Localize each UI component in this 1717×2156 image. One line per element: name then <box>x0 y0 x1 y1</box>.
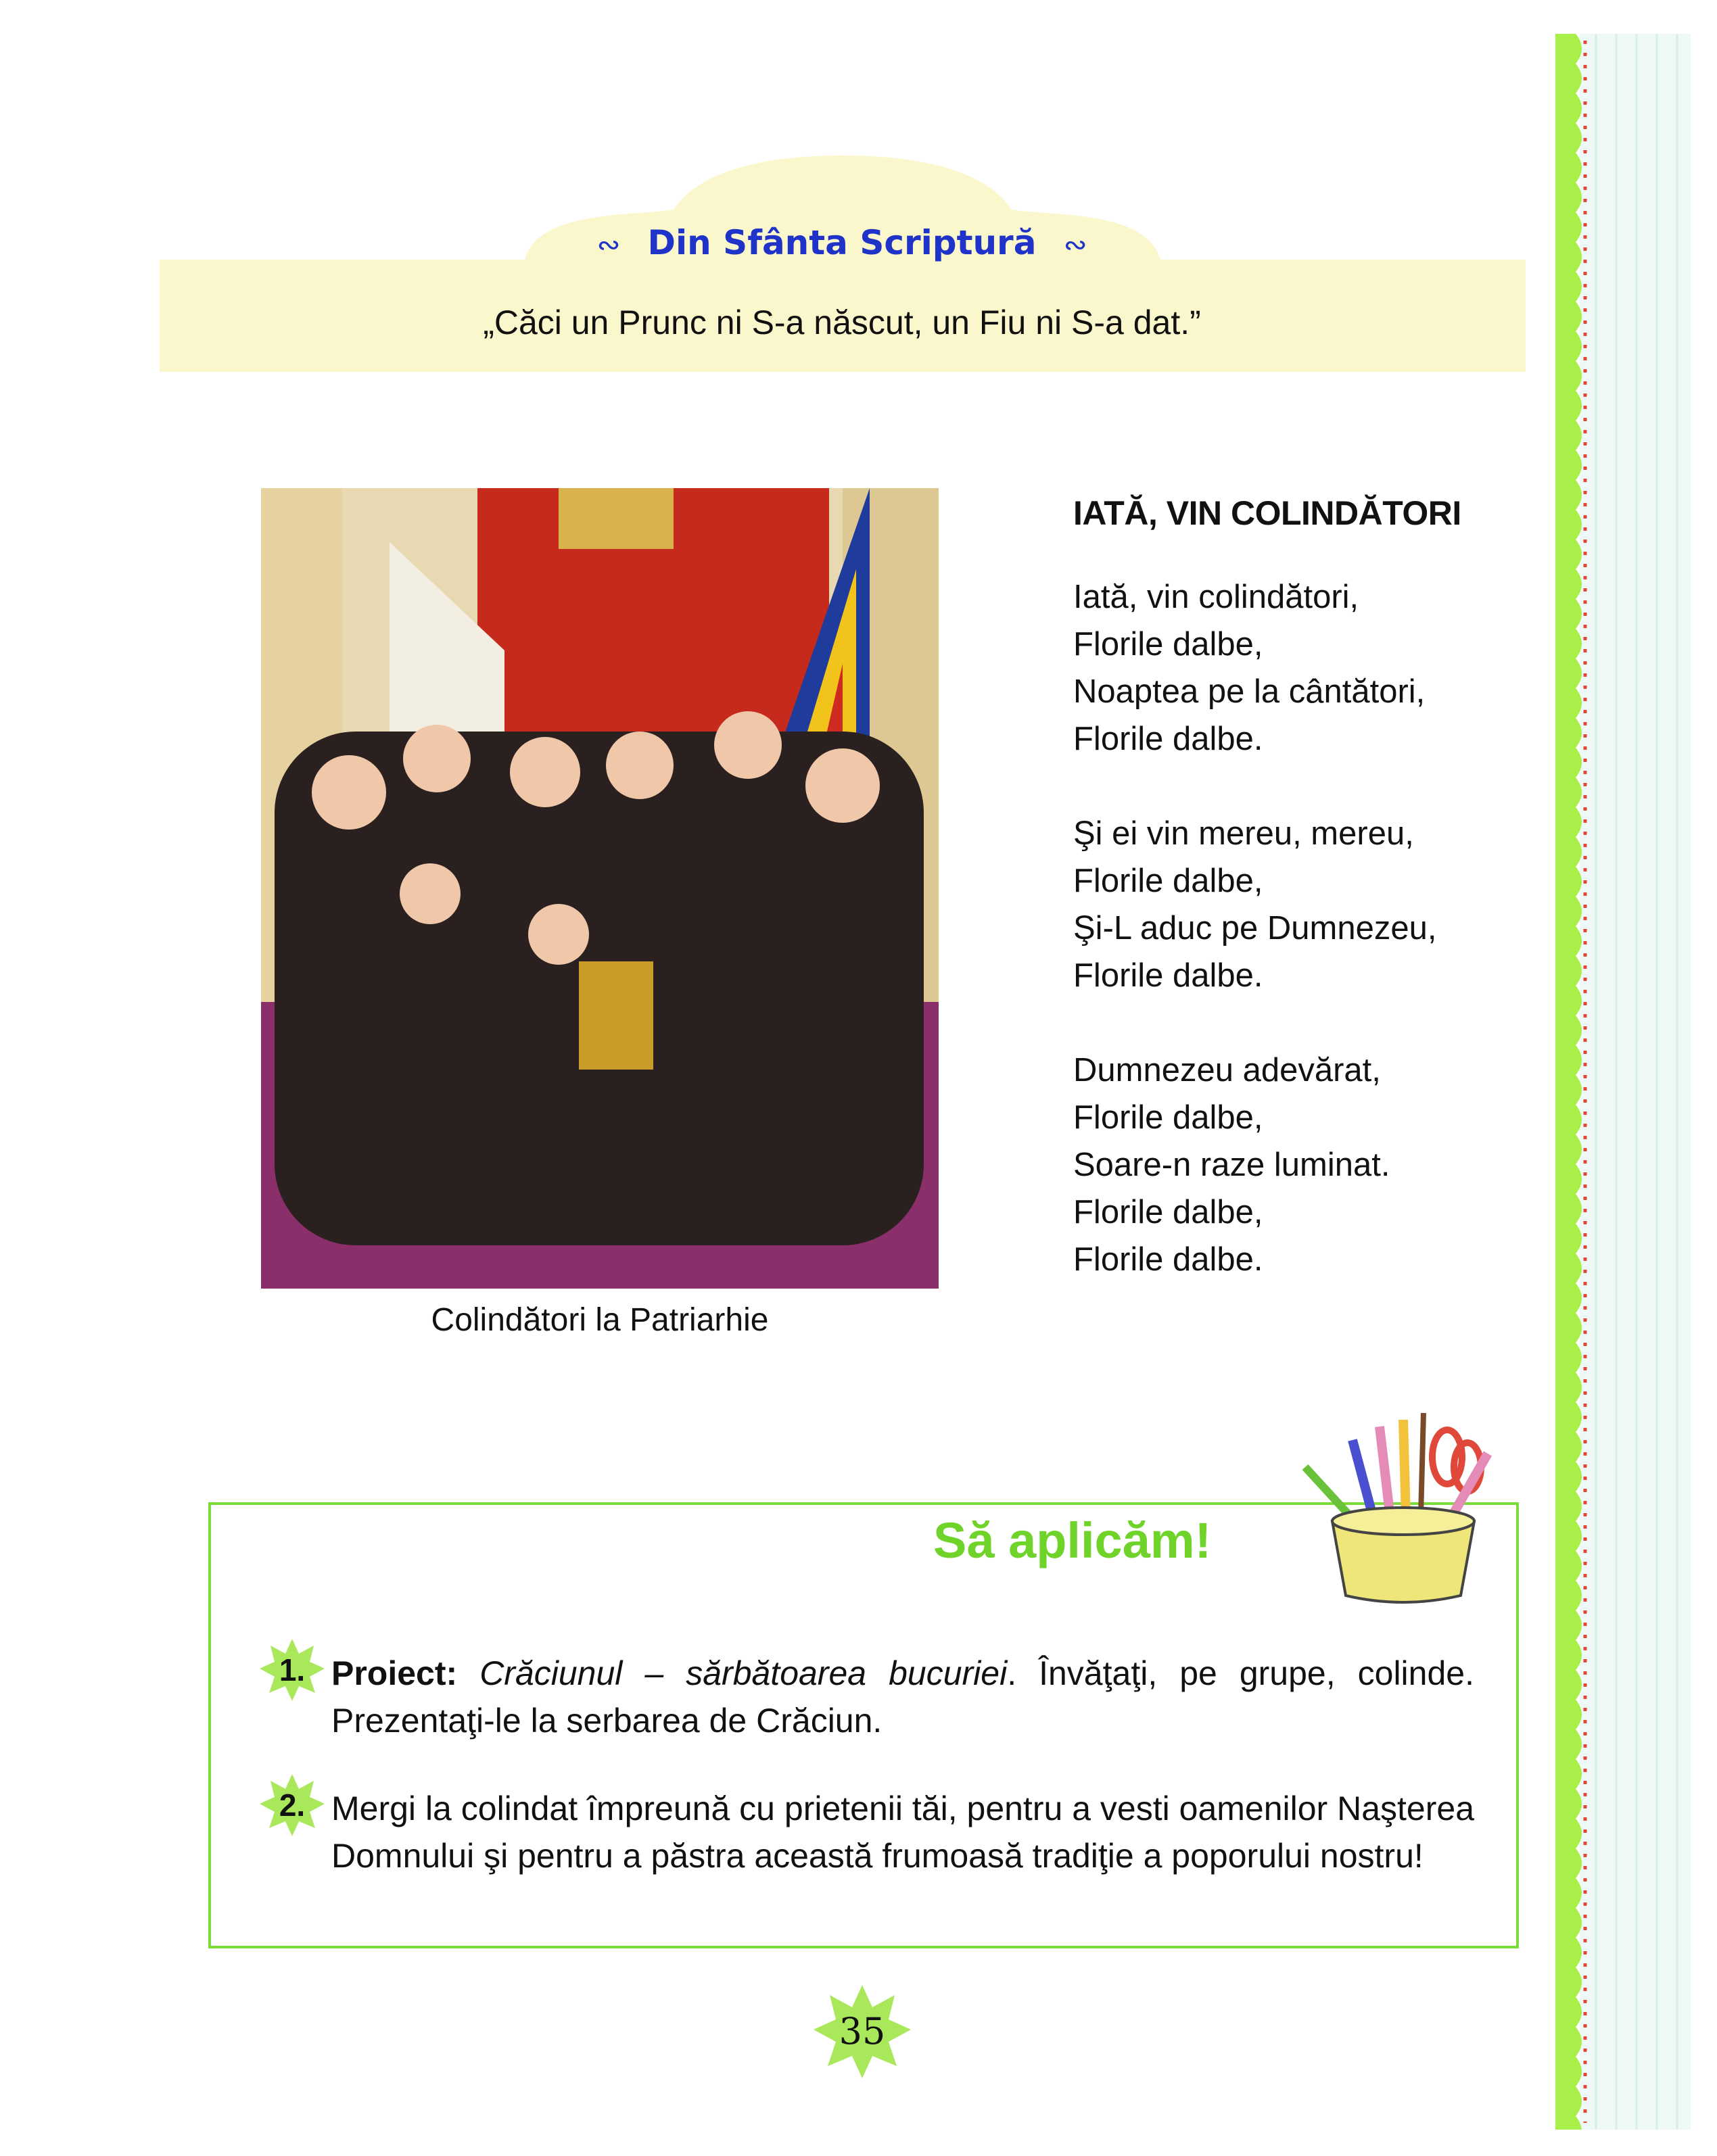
task-text: Mergi la colindat împreună cu prietenii tăi, pentru a vesti oamenilor Naşterea Domnului şi pentru a păstra această frumoasă tradiţie a poporului nostru! <box>331 1790 1474 1875</box>
stanza <box>1073 573 1520 763</box>
verse: Florile dalbe, <box>1073 1099 1263 1136</box>
decorative-page-border <box>1555 34 1691 2130</box>
carol-title: IATĂ, VIN COLINDĂTORI <box>1073 494 1461 532</box>
verse: Florile dalbe, <box>1073 1194 1263 1230</box>
task-item <box>331 1785 1474 1879</box>
page-number: 35 <box>839 2010 886 2053</box>
verse: Florile dalbe. <box>1073 721 1263 757</box>
scripture-quote: „Căci un Prunc ni S-a născut, un Fiu ni S-a dat.” <box>483 304 1201 341</box>
activity-title: Să aplicăm! <box>933 1512 1212 1568</box>
project-title: Crăciunul – sărbătoarea bucuriei <box>479 1654 1008 1692</box>
task-number: 2. <box>279 1788 306 1823</box>
verse: Florile dalbe. <box>1073 1241 1263 1278</box>
pencil-cup-icon <box>1285 1393 1508 1616</box>
verse: Florile dalbe, <box>1073 626 1263 663</box>
carol-text <box>1073 494 1520 1331</box>
verse: Şi ei vin mereu, mereu, <box>1073 815 1414 852</box>
scripture-title-text: Din Sfânta Scriptură <box>647 223 1037 262</box>
verse: Florile dalbe. <box>1073 957 1263 994</box>
verse: Iată, vin colindători, <box>1073 579 1359 615</box>
carolers-photo <box>261 488 939 1289</box>
verse: Soare-n raze luminat. <box>1073 1147 1390 1183</box>
verse: Dumnezeu adevărat, <box>1073 1052 1381 1088</box>
verse: Şi-L aduc pe Dumnezeu, <box>1073 910 1437 947</box>
task-number: 1. <box>279 1652 306 1687</box>
ornament-icon: ∾ <box>596 228 621 261</box>
ornament-icon: ∾ <box>1063 228 1087 261</box>
task-item <box>331 1650 1474 1744</box>
scripture-title <box>0 223 1684 262</box>
photo-caption: Colindători la Patriarhie <box>431 1302 769 1338</box>
verse: Florile dalbe, <box>1073 863 1263 899</box>
task-label: Proiect: <box>331 1654 458 1692</box>
stanza <box>1073 810 1520 999</box>
task-text: . Învăţaţi, pe grupe, colinde. Prezentaţi-le la serbarea de Crăciun. <box>331 1654 1474 1740</box>
verse: Noaptea pe la cântători, <box>1073 673 1426 710</box>
stanza <box>1073 1047 1520 1283</box>
